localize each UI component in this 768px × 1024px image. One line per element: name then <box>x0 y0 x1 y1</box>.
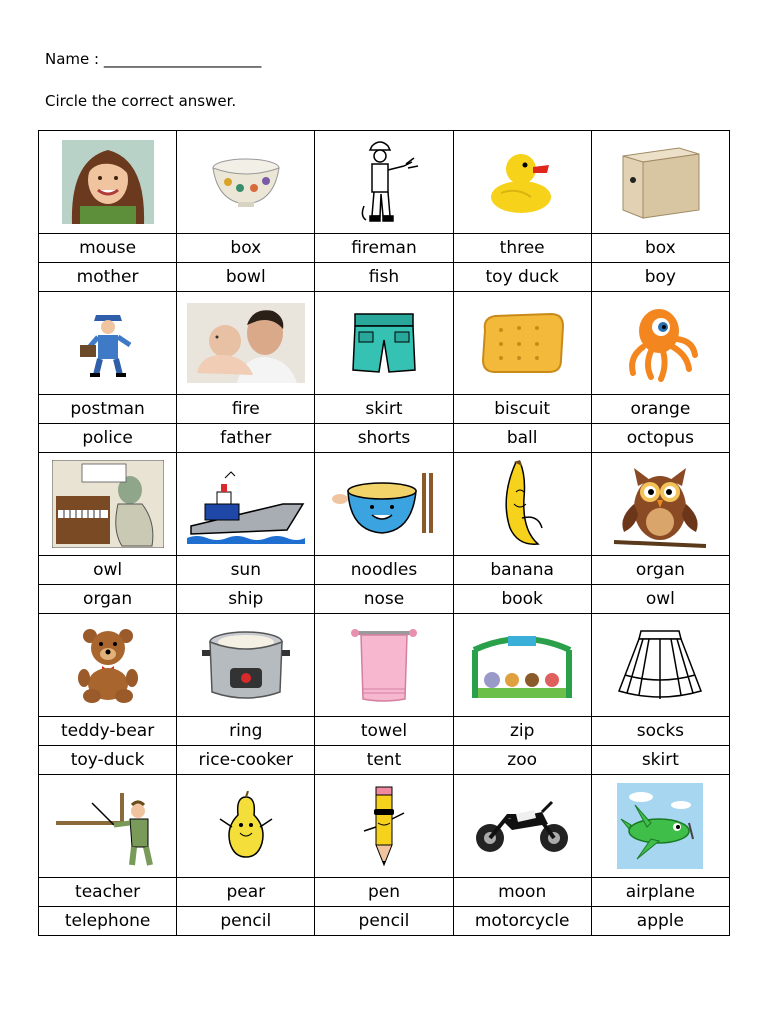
shorts-picture <box>349 310 419 376</box>
answer-word[interactable]: fire <box>177 395 315 424</box>
postman-picture <box>76 305 140 381</box>
answer-word[interactable]: box <box>591 234 729 263</box>
answer-word[interactable]: organ <box>39 585 177 614</box>
answer-word[interactable]: zoo <box>453 746 591 775</box>
picture-cell <box>591 131 729 234</box>
pencil-picture <box>354 783 414 869</box>
picture-cell <box>315 453 453 556</box>
answer-word[interactable]: motorcycle <box>453 907 591 936</box>
answer-word[interactable]: police <box>39 424 177 453</box>
answer-word[interactable]: mother <box>39 263 177 292</box>
answer-row-2 <box>39 263 730 292</box>
answer-row-1 <box>39 717 730 746</box>
answer-word[interactable]: telephone <box>39 907 177 936</box>
picture-cell <box>453 775 591 878</box>
answer-row-2 <box>39 907 730 936</box>
picture-cell <box>315 292 453 395</box>
woman-photo <box>62 140 154 224</box>
picture-cell <box>39 131 177 234</box>
biscuit-picture <box>477 310 567 376</box>
picture-row <box>39 131 730 234</box>
answer-word[interactable]: father <box>177 424 315 453</box>
answer-row-2 <box>39 585 730 614</box>
rice-cooker-picture <box>202 624 290 706</box>
answer-row-1 <box>39 234 730 263</box>
picture-cell <box>315 775 453 878</box>
teddy-bear-picture <box>74 626 142 704</box>
answer-word[interactable]: owl <box>39 556 177 585</box>
answer-word[interactable]: tent <box>315 746 453 775</box>
answer-word[interactable]: teddy-bear <box>39 717 177 746</box>
picture-cell <box>39 775 177 878</box>
answer-word[interactable]: owl <box>591 585 729 614</box>
answer-word[interactable]: octopus <box>591 424 729 453</box>
answer-word[interactable]: sun <box>177 556 315 585</box>
picture-cell <box>39 292 177 395</box>
answer-word[interactable]: nose <box>315 585 453 614</box>
answer-word[interactable]: skirt <box>591 746 729 775</box>
towel-picture <box>349 625 419 705</box>
answer-word[interactable]: mouse <box>39 234 177 263</box>
rubber-duck-picture <box>487 147 557 217</box>
picture-cell <box>591 292 729 395</box>
picture-row <box>39 453 730 556</box>
answer-word[interactable]: moon <box>453 878 591 907</box>
picture-row <box>39 292 730 395</box>
answer-word[interactable]: boy <box>591 263 729 292</box>
answer-word[interactable]: postman <box>39 395 177 424</box>
answer-word[interactable]: pen <box>315 878 453 907</box>
picture-cell <box>591 453 729 556</box>
airplane-picture <box>617 783 703 869</box>
answer-row-1 <box>39 395 730 424</box>
answer-row-1 <box>39 878 730 907</box>
answer-word[interactable]: shorts <box>315 424 453 453</box>
picture-cell <box>39 614 177 717</box>
answer-row-2 <box>39 746 730 775</box>
zoo-picture <box>468 630 576 700</box>
picture-cell <box>591 775 729 878</box>
answer-word[interactable]: noodles <box>315 556 453 585</box>
picture-cell <box>177 453 315 556</box>
teacher-picture <box>52 783 164 869</box>
answer-word[interactable]: ship <box>177 585 315 614</box>
picture-cell <box>39 453 177 556</box>
noodles-bowl-picture <box>330 469 438 539</box>
answer-word[interactable]: biscuit <box>453 395 591 424</box>
answer-word[interactable]: towel <box>315 717 453 746</box>
answer-word[interactable]: toy duck <box>453 263 591 292</box>
picture-cell <box>453 292 591 395</box>
picture-cell <box>315 131 453 234</box>
picture-cell <box>453 614 591 717</box>
answer-word[interactable]: banana <box>453 556 591 585</box>
answer-word[interactable]: three <box>453 234 591 263</box>
picture-cell <box>177 614 315 717</box>
picture-cell <box>591 614 729 717</box>
picture-cell <box>453 453 591 556</box>
answer-word[interactable]: socks <box>591 717 729 746</box>
instruction-text: Circle the correct answer. <box>45 92 237 110</box>
answer-row-2 <box>39 424 730 453</box>
answer-word[interactable]: fireman <box>315 234 453 263</box>
picture-cell <box>453 131 591 234</box>
answer-word[interactable]: pencil <box>315 907 453 936</box>
pear-picture <box>214 791 278 861</box>
picture-row <box>39 775 730 878</box>
octopus-picture <box>621 303 699 383</box>
banana-picture <box>494 458 550 550</box>
answer-row-1 <box>39 556 730 585</box>
answer-word[interactable]: fish <box>315 263 453 292</box>
answer-word[interactable]: orange <box>591 395 729 424</box>
organ-cartoon <box>52 460 164 548</box>
answer-word[interactable]: book <box>453 585 591 614</box>
answer-word[interactable]: teacher <box>39 878 177 907</box>
picture-cell <box>177 292 315 395</box>
answer-word[interactable]: box <box>177 234 315 263</box>
fireman-picture <box>348 136 420 228</box>
answer-word[interactable]: pear <box>177 878 315 907</box>
picture-cell <box>315 614 453 717</box>
answer-word[interactable]: ball <box>453 424 591 453</box>
ship-picture <box>187 464 305 544</box>
answer-word[interactable]: apple <box>591 907 729 936</box>
owl-picture <box>610 458 710 550</box>
picture-row <box>39 614 730 717</box>
answer-word[interactable]: toy-duck <box>39 746 177 775</box>
answer-word[interactable]: bowl <box>177 263 315 292</box>
bowl-picture <box>210 154 282 210</box>
answer-word[interactable]: rice-cooker <box>177 746 315 775</box>
worksheet-table <box>38 130 730 936</box>
picture-cell <box>177 775 315 878</box>
father-baby-photo <box>187 303 305 383</box>
answer-word[interactable]: pencil <box>177 907 315 936</box>
skirt-picture <box>615 625 705 705</box>
answer-word[interactable]: ring <box>177 717 315 746</box>
picture-cell <box>177 131 315 234</box>
motorcycle-picture <box>472 794 572 858</box>
answer-word[interactable]: zip <box>453 717 591 746</box>
answer-word[interactable]: skirt <box>315 395 453 424</box>
answer-word[interactable]: airplane <box>591 878 729 907</box>
name-field-label: Name : _____________________ <box>45 50 262 68</box>
box-picture <box>617 142 703 222</box>
answer-word[interactable]: organ <box>591 556 729 585</box>
